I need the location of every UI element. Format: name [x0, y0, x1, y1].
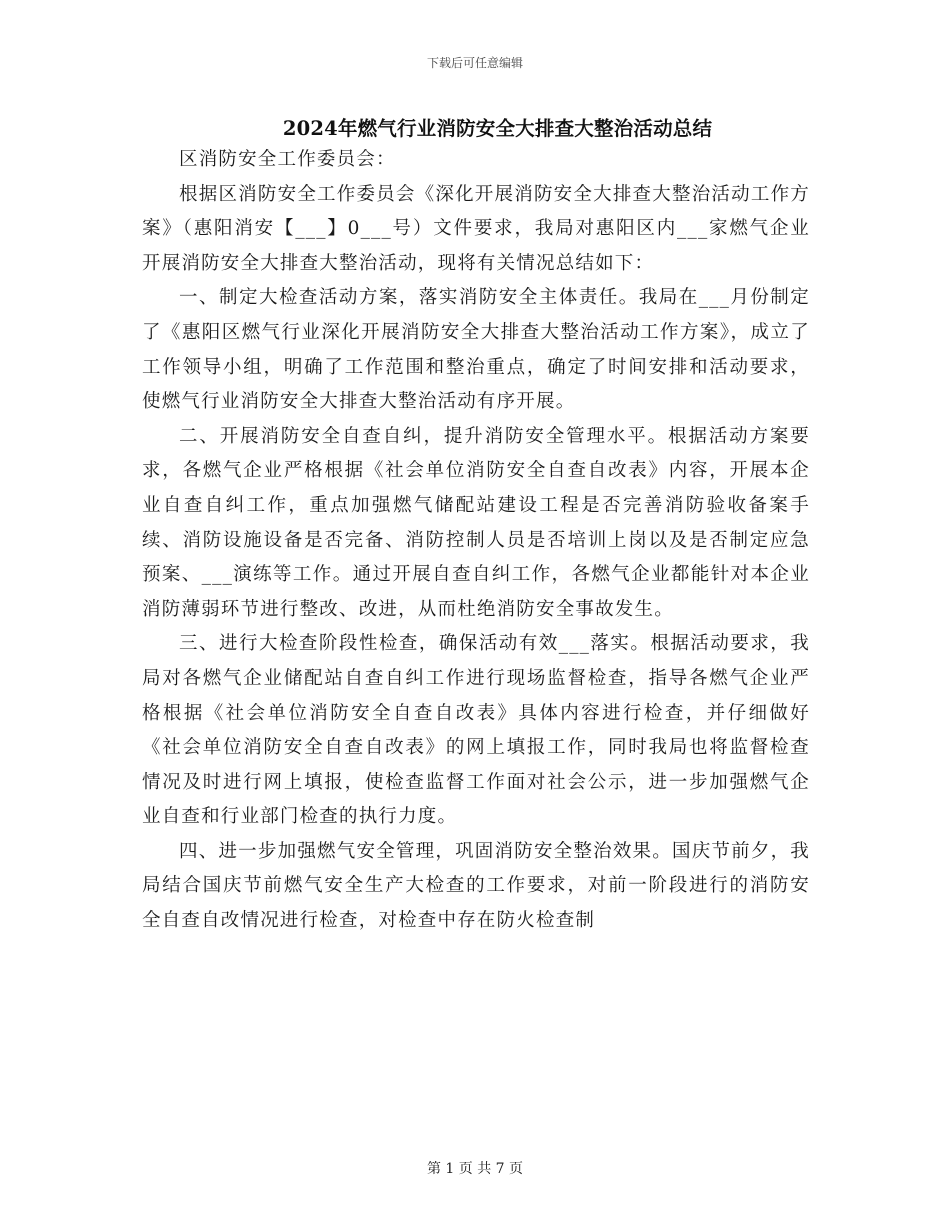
- paragraph-section-1: 一、制定大检查活动方案，落实消防安全主体责任。我局在___月份制定了《惠阳区燃气行业深化开展消防安全大排查大整治活动工作方案》，成立了工作领导小组，明确了工作范围和整治重点，确定了时间安排和活动要求，使燃气行业消防安全大排查大整治活动有序开展。: [142, 287, 810, 413]
- paragraph-section-2: 二、开展消防安全自查自纠，提升消防安全管理水平。根据活动方案要求，各燃气企业严格根据《社会单位消防安全自查自改表》内容，开展本企业自查自纠工作，重点加强燃气储配站建设工程是否完善消防验收备案手续、消防设施设备是否完备、消防控制人员是否培训上岗以及是否制定应急预案、___演练等工作。通过开展自查自纠工作，各燃气企业都能针对本企业消防薄弱环节进行整改、改进，从而杜绝消防安全事故发生。: [142, 425, 810, 620]
- paragraph-section-3: 三、进行大检查阶段性检查，确保活动有效___落实。根据活动要求，我局对各燃气企业储配站自查自纠工作进行现场监督检查，指导各燃气企业严格根据《社会单位消防安全自查自改表》具体内容进行检查，并仔细做好《社会单位消防安全自查自改表》的网上填报工作，同时我局也将监督检查情况及时进行网上填报，使检查监督工作面对社会公示，进一步加强燃气企业自查和行业部门检查的执行力度。: [142, 633, 810, 828]
- document-body: [142, 143, 810, 939]
- salutation: 区消防安全工作委员会：: [179, 149, 396, 170]
- page-number-footer: 第 1 页 共 7 页: [426, 1161, 524, 1177]
- page-header-note: 下载后可任意编辑: [426, 56, 523, 70]
- paragraph-section-4: 四、进一步加强燃气安全管理，巩固消防安全整治效果。国庆节前夕，我局结合国庆节前燃气安全生产大检查的工作要求，对前一阶段进行的消防安全自查自改情况进行检查，对检查中存在防火检查制: [142, 840, 810, 932]
- document-title: 2024年燃气行业消防安全大排查大整治活动总结: [282, 117, 713, 140]
- paragraph-intro: 根据区消防安全工作委员会《深化开展消防安全大排查大整治活动工作方案》（惠阳消安【___】0___号）文件要求，我局对惠阳区内___家燃气企业开展消防安全大排查大整治活动，现将有关情况总结如下：: [142, 183, 810, 274]
